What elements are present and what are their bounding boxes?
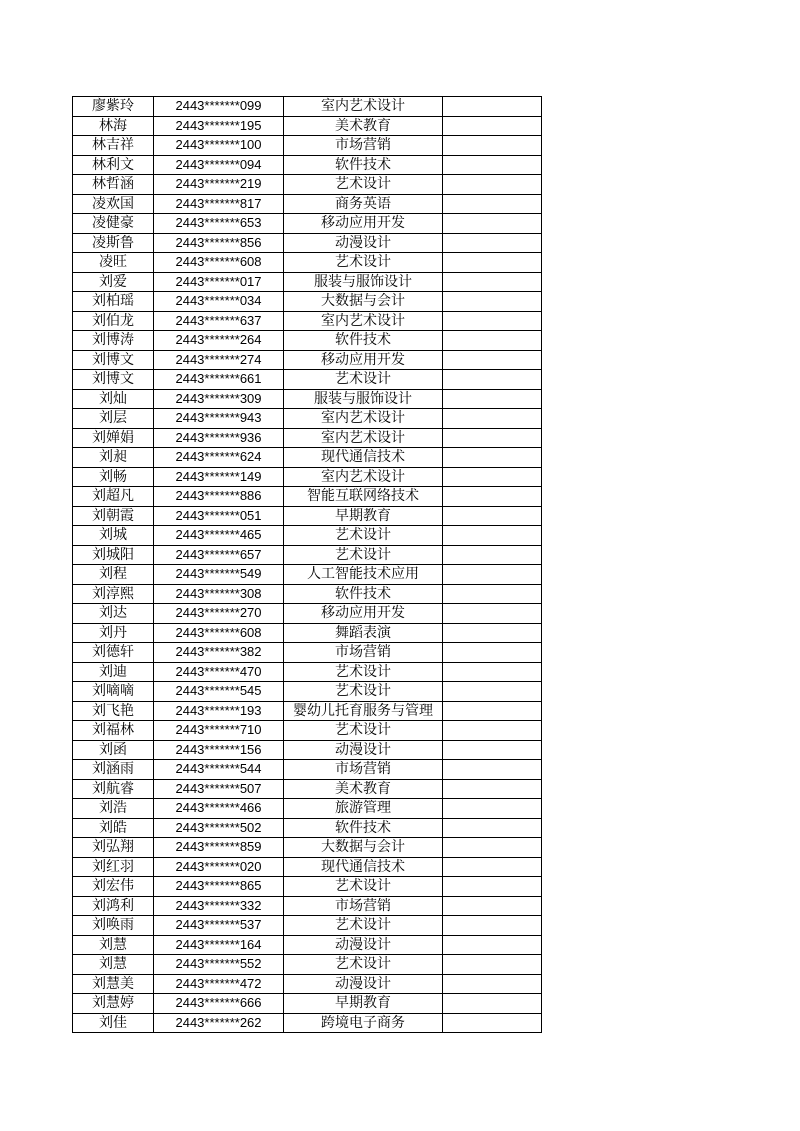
major-cell: 市场营销 bbox=[284, 760, 443, 780]
note-cell bbox=[443, 136, 542, 156]
major-cell: 艺术设计 bbox=[284, 877, 443, 897]
table-row bbox=[73, 506, 542, 526]
student-id-cell: 2443*******545 bbox=[154, 682, 284, 702]
major-cell: 艺术设计 bbox=[284, 253, 443, 273]
table-row bbox=[73, 779, 542, 799]
table-row bbox=[73, 565, 542, 585]
student-id-cell: 2443*******710 bbox=[154, 721, 284, 741]
student-id-cell: 2443*******051 bbox=[154, 506, 284, 526]
student-id-cell: 2443*******472 bbox=[154, 974, 284, 994]
note-cell bbox=[443, 584, 542, 604]
note-cell bbox=[443, 740, 542, 760]
student-id-cell: 2443*******017 bbox=[154, 272, 284, 292]
table-row bbox=[73, 701, 542, 721]
student-roster-table bbox=[72, 96, 542, 1033]
major-cell: 动漫设计 bbox=[284, 233, 443, 253]
student-name-cell: 刘婵娟 bbox=[73, 428, 154, 448]
student-id-cell: 2443*******193 bbox=[154, 701, 284, 721]
student-name-cell: 刘慧 bbox=[73, 935, 154, 955]
student-name-cell: 刘伯龙 bbox=[73, 311, 154, 331]
student-id-cell: 2443*******608 bbox=[154, 253, 284, 273]
student-id-cell: 2443*******094 bbox=[154, 155, 284, 175]
note-cell bbox=[443, 409, 542, 429]
major-cell: 智能互联网络技术 bbox=[284, 487, 443, 507]
table-row bbox=[73, 467, 542, 487]
student-id-cell: 2443*******308 bbox=[154, 584, 284, 604]
table-row bbox=[73, 935, 542, 955]
student-name-cell: 凌欢国 bbox=[73, 194, 154, 214]
student-id-cell: 2443*******164 bbox=[154, 935, 284, 955]
student-id-cell: 2443*******262 bbox=[154, 1013, 284, 1033]
table-row bbox=[73, 604, 542, 624]
note-cell bbox=[443, 331, 542, 351]
major-cell: 移动应用开发 bbox=[284, 350, 443, 370]
note-cell bbox=[443, 311, 542, 331]
table-row bbox=[73, 233, 542, 253]
student-id-cell: 2443*******943 bbox=[154, 409, 284, 429]
student-id-cell: 2443*******608 bbox=[154, 623, 284, 643]
note-cell bbox=[443, 662, 542, 682]
table-row bbox=[73, 818, 542, 838]
major-cell: 艺术设计 bbox=[284, 916, 443, 936]
major-cell: 婴幼儿托育服务与管理 bbox=[284, 701, 443, 721]
note-cell bbox=[443, 467, 542, 487]
major-cell: 艺术设计 bbox=[284, 370, 443, 390]
table-row bbox=[73, 194, 542, 214]
student-id-cell: 2443*******332 bbox=[154, 896, 284, 916]
major-cell: 大数据与会计 bbox=[284, 292, 443, 312]
student-id-cell: 2443*******466 bbox=[154, 799, 284, 819]
student-name-cell: 刘博文 bbox=[73, 370, 154, 390]
student-id-cell: 2443*******637 bbox=[154, 311, 284, 331]
major-cell: 艺术设计 bbox=[284, 662, 443, 682]
note-cell bbox=[443, 389, 542, 409]
table-row bbox=[73, 428, 542, 448]
note-cell bbox=[443, 721, 542, 741]
major-cell: 现代通信技术 bbox=[284, 857, 443, 877]
student-name-cell: 刘爱 bbox=[73, 272, 154, 292]
student-name-cell: 刘鸿利 bbox=[73, 896, 154, 916]
note-cell bbox=[443, 350, 542, 370]
table-row bbox=[73, 760, 542, 780]
table-row bbox=[73, 389, 542, 409]
student-name-cell: 刘慧美 bbox=[73, 974, 154, 994]
student-id-cell: 2443*******657 bbox=[154, 545, 284, 565]
student-name-cell: 林哲涵 bbox=[73, 175, 154, 195]
table-row bbox=[73, 740, 542, 760]
note-cell bbox=[443, 428, 542, 448]
table-row bbox=[73, 682, 542, 702]
note-cell bbox=[443, 116, 542, 136]
student-name-cell: 刘红羽 bbox=[73, 857, 154, 877]
table-row bbox=[73, 311, 542, 331]
note-cell bbox=[443, 604, 542, 624]
student-name-cell: 刘丹 bbox=[73, 623, 154, 643]
student-name-cell: 林吉祥 bbox=[73, 136, 154, 156]
note-cell bbox=[443, 760, 542, 780]
student-name-cell: 刘城阳 bbox=[73, 545, 154, 565]
table-row bbox=[73, 721, 542, 741]
major-cell: 早期教育 bbox=[284, 994, 443, 1014]
student-id-cell: 2443*******886 bbox=[154, 487, 284, 507]
major-cell: 商务英语 bbox=[284, 194, 443, 214]
student-id-cell: 2443*******465 bbox=[154, 526, 284, 546]
note-cell bbox=[443, 194, 542, 214]
student-name-cell: 刘博涛 bbox=[73, 331, 154, 351]
note-cell bbox=[443, 994, 542, 1014]
student-id-cell: 2443*******270 bbox=[154, 604, 284, 624]
student-id-cell: 2443*******507 bbox=[154, 779, 284, 799]
student-id-cell: 2443*******502 bbox=[154, 818, 284, 838]
major-cell: 人工智能技术应用 bbox=[284, 565, 443, 585]
note-cell bbox=[443, 253, 542, 273]
student-name-cell: 刘涵雨 bbox=[73, 760, 154, 780]
table-row bbox=[73, 214, 542, 234]
student-id-cell: 2443*******817 bbox=[154, 194, 284, 214]
note-cell bbox=[443, 623, 542, 643]
student-id-cell: 2443*******470 bbox=[154, 662, 284, 682]
major-cell: 跨境电子商务 bbox=[284, 1013, 443, 1033]
table-row bbox=[73, 643, 542, 663]
major-cell: 旅游管理 bbox=[284, 799, 443, 819]
student-id-cell: 2443*******552 bbox=[154, 955, 284, 975]
major-cell: 室内艺术设计 bbox=[284, 311, 443, 331]
table-row bbox=[73, 955, 542, 975]
major-cell: 室内艺术设计 bbox=[284, 97, 443, 117]
student-name-cell: 刘嘀嘀 bbox=[73, 682, 154, 702]
major-cell: 软件技术 bbox=[284, 155, 443, 175]
note-cell bbox=[443, 643, 542, 663]
student-id-cell: 2443*******544 bbox=[154, 760, 284, 780]
note-cell bbox=[443, 97, 542, 117]
note-cell bbox=[443, 545, 542, 565]
student-id-cell: 2443*******099 bbox=[154, 97, 284, 117]
student-name-cell: 刘朝霞 bbox=[73, 506, 154, 526]
note-cell bbox=[443, 370, 542, 390]
student-name-cell: 刘福林 bbox=[73, 721, 154, 741]
student-name-cell: 刘唤雨 bbox=[73, 916, 154, 936]
note-cell bbox=[443, 506, 542, 526]
student-id-cell: 2443*******936 bbox=[154, 428, 284, 448]
student-name-cell: 刘城 bbox=[73, 526, 154, 546]
table-row bbox=[73, 253, 542, 273]
major-cell: 舞蹈表演 bbox=[284, 623, 443, 643]
student-name-cell: 刘迪 bbox=[73, 662, 154, 682]
student-id-cell: 2443*******537 bbox=[154, 916, 284, 936]
student-id-cell: 2443*******856 bbox=[154, 233, 284, 253]
student-name-cell: 刘弘翔 bbox=[73, 838, 154, 858]
major-cell: 市场营销 bbox=[284, 896, 443, 916]
major-cell: 服装与服饰设计 bbox=[284, 389, 443, 409]
note-cell bbox=[443, 799, 542, 819]
major-cell: 早期教育 bbox=[284, 506, 443, 526]
table-row bbox=[73, 331, 542, 351]
student-name-cell: 刘慧 bbox=[73, 955, 154, 975]
student-name-cell: 刘慧婷 bbox=[73, 994, 154, 1014]
student-id-cell: 2443*******859 bbox=[154, 838, 284, 858]
student-id-cell: 2443*******100 bbox=[154, 136, 284, 156]
student-name-cell: 林海 bbox=[73, 116, 154, 136]
student-id-cell: 2443*******666 bbox=[154, 994, 284, 1014]
major-cell: 软件技术 bbox=[284, 584, 443, 604]
student-name-cell: 廖紫玲 bbox=[73, 97, 154, 117]
major-cell: 艺术设计 bbox=[284, 955, 443, 975]
note-cell bbox=[443, 916, 542, 936]
table-row bbox=[73, 487, 542, 507]
note-cell bbox=[443, 233, 542, 253]
major-cell: 服装与服饰设计 bbox=[284, 272, 443, 292]
table-row bbox=[73, 1013, 542, 1033]
student-id-cell: 2443*******156 bbox=[154, 740, 284, 760]
major-cell: 动漫设计 bbox=[284, 740, 443, 760]
student-id-cell: 2443*******624 bbox=[154, 448, 284, 468]
note-cell bbox=[443, 896, 542, 916]
student-id-cell: 2443*******549 bbox=[154, 565, 284, 585]
student-name-cell: 刘层 bbox=[73, 409, 154, 429]
student-id-cell: 2443*******661 bbox=[154, 370, 284, 390]
note-cell bbox=[443, 448, 542, 468]
major-cell: 艺术设计 bbox=[284, 721, 443, 741]
table-row bbox=[73, 916, 542, 936]
major-cell: 移动应用开发 bbox=[284, 214, 443, 234]
table-row bbox=[73, 857, 542, 877]
major-cell: 艺术设计 bbox=[284, 526, 443, 546]
student-name-cell: 凌健豪 bbox=[73, 214, 154, 234]
student-name-cell: 刘博文 bbox=[73, 350, 154, 370]
major-cell: 软件技术 bbox=[284, 331, 443, 351]
major-cell: 美术教育 bbox=[284, 116, 443, 136]
major-cell: 室内艺术设计 bbox=[284, 467, 443, 487]
note-cell bbox=[443, 779, 542, 799]
major-cell: 现代通信技术 bbox=[284, 448, 443, 468]
table-row bbox=[73, 838, 542, 858]
major-cell: 动漫设计 bbox=[284, 974, 443, 994]
table-row bbox=[73, 97, 542, 117]
note-cell bbox=[443, 935, 542, 955]
note-cell bbox=[443, 955, 542, 975]
note-cell bbox=[443, 1013, 542, 1033]
student-name-cell: 刘柏瑶 bbox=[73, 292, 154, 312]
student-name-cell: 刘函 bbox=[73, 740, 154, 760]
student-name-cell: 凌旺 bbox=[73, 253, 154, 273]
note-cell bbox=[443, 565, 542, 585]
table-row bbox=[73, 448, 542, 468]
student-id-cell: 2443*******219 bbox=[154, 175, 284, 195]
note-cell bbox=[443, 487, 542, 507]
table-row bbox=[73, 623, 542, 643]
student-id-cell: 2443*******865 bbox=[154, 877, 284, 897]
table-row bbox=[73, 994, 542, 1014]
note-cell bbox=[443, 877, 542, 897]
major-cell: 动漫设计 bbox=[284, 935, 443, 955]
student-name-cell: 刘程 bbox=[73, 565, 154, 585]
student-name-cell: 刘航睿 bbox=[73, 779, 154, 799]
student-name-cell: 刘皓 bbox=[73, 818, 154, 838]
note-cell bbox=[443, 272, 542, 292]
major-cell: 美术教育 bbox=[284, 779, 443, 799]
student-name-cell: 林利文 bbox=[73, 155, 154, 175]
table-row bbox=[73, 409, 542, 429]
table-row bbox=[73, 545, 542, 565]
major-cell: 艺术设计 bbox=[284, 682, 443, 702]
note-cell bbox=[443, 974, 542, 994]
table-row bbox=[73, 116, 542, 136]
note-cell bbox=[443, 838, 542, 858]
table-row bbox=[73, 370, 542, 390]
table-row bbox=[73, 974, 542, 994]
student-name-cell: 刘浩 bbox=[73, 799, 154, 819]
table-row bbox=[73, 272, 542, 292]
student-id-cell: 2443*******382 bbox=[154, 643, 284, 663]
major-cell: 市场营销 bbox=[284, 136, 443, 156]
student-id-cell: 2443*******149 bbox=[154, 467, 284, 487]
table-row bbox=[73, 136, 542, 156]
student-name-cell: 刘畅 bbox=[73, 467, 154, 487]
note-cell bbox=[443, 818, 542, 838]
student-id-cell: 2443*******034 bbox=[154, 292, 284, 312]
student-name-cell: 刘淳熙 bbox=[73, 584, 154, 604]
table-row bbox=[73, 877, 542, 897]
student-id-cell: 2443*******264 bbox=[154, 331, 284, 351]
student-id-cell: 2443*******195 bbox=[154, 116, 284, 136]
note-cell bbox=[443, 292, 542, 312]
table-row bbox=[73, 896, 542, 916]
student-name-cell: 刘宏伟 bbox=[73, 877, 154, 897]
student-name-cell: 刘超凡 bbox=[73, 487, 154, 507]
table-row bbox=[73, 350, 542, 370]
table-row bbox=[73, 662, 542, 682]
note-cell bbox=[443, 526, 542, 546]
note-cell bbox=[443, 857, 542, 877]
student-id-cell: 2443*******653 bbox=[154, 214, 284, 234]
note-cell bbox=[443, 155, 542, 175]
table-row bbox=[73, 175, 542, 195]
student-name-cell: 刘昶 bbox=[73, 448, 154, 468]
note-cell bbox=[443, 682, 542, 702]
major-cell: 室内艺术设计 bbox=[284, 409, 443, 429]
table-row bbox=[73, 526, 542, 546]
major-cell: 艺术设计 bbox=[284, 175, 443, 195]
note-cell bbox=[443, 175, 542, 195]
student-name-cell: 刘达 bbox=[73, 604, 154, 624]
major-cell: 室内艺术设计 bbox=[284, 428, 443, 448]
student-id-cell: 2443*******274 bbox=[154, 350, 284, 370]
note-cell bbox=[443, 214, 542, 234]
table-row bbox=[73, 155, 542, 175]
student-id-cell: 2443*******020 bbox=[154, 857, 284, 877]
major-cell: 大数据与会计 bbox=[284, 838, 443, 858]
note-cell bbox=[443, 701, 542, 721]
roster-body bbox=[73, 97, 542, 1033]
student-name-cell: 刘佳 bbox=[73, 1013, 154, 1033]
major-cell: 移动应用开发 bbox=[284, 604, 443, 624]
table-row bbox=[73, 584, 542, 604]
student-id-cell: 2443*******309 bbox=[154, 389, 284, 409]
major-cell: 软件技术 bbox=[284, 818, 443, 838]
table-row bbox=[73, 799, 542, 819]
table-row bbox=[73, 292, 542, 312]
student-name-cell: 刘德轩 bbox=[73, 643, 154, 663]
major-cell: 艺术设计 bbox=[284, 545, 443, 565]
major-cell: 市场营销 bbox=[284, 643, 443, 663]
student-name-cell: 刘灿 bbox=[73, 389, 154, 409]
student-name-cell: 刘飞艳 bbox=[73, 701, 154, 721]
student-name-cell: 凌斯鲁 bbox=[73, 233, 154, 253]
